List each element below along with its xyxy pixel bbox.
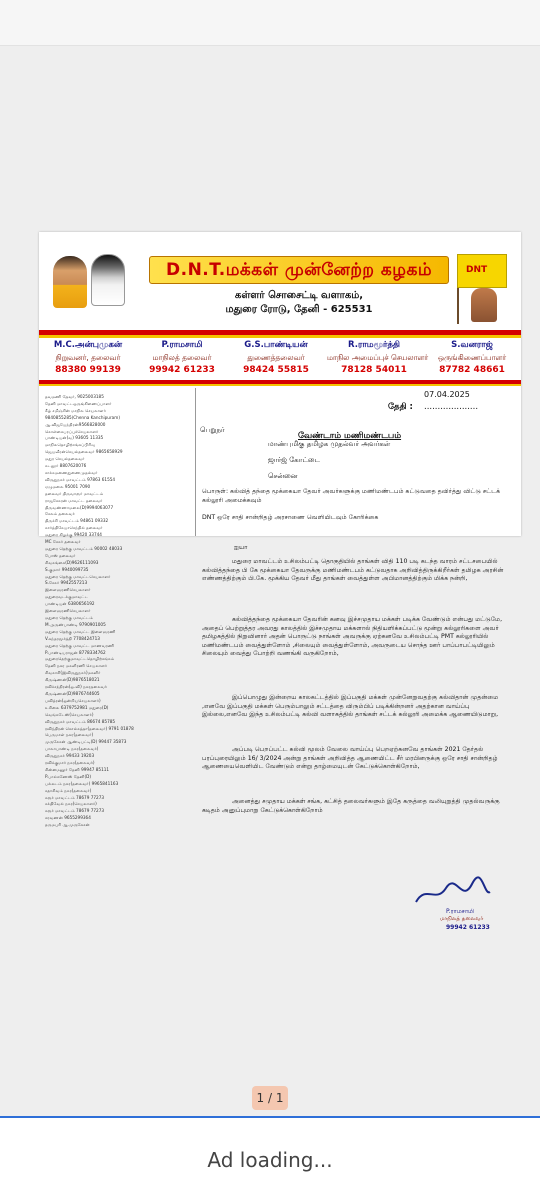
subject-line-2: DNT ஒரே சாதி சான்றிதழ் அரசாணை வெளியிடவும் கோரிக்கை — [202, 514, 379, 521]
office-bearer-entry: சதாசிவம் நகர(தலைவர்) — [45, 787, 92, 793]
office-bearer-entry: சரவணன் 9655299364 — [45, 815, 91, 821]
date-dots: .................... — [424, 402, 479, 412]
officer-phone: 99942 61233 — [149, 365, 215, 375]
officer-name: S.வனராஜ் — [451, 340, 493, 350]
office-bearer-entry: ராஜசேகரன் மாவட்ட தலைவர் — [45, 497, 103, 503]
address-line-2: மதுரை ரோடு, தேனி - 625531 — [225, 304, 373, 315]
office-bearer-entry: M.அருண்பாண்டி 9790901005 — [45, 621, 106, 627]
office-bearer-entry: தேனி மாவட்டஒருங்கிணைப்பாளர் — [45, 400, 112, 406]
officer-role: நிறுவனர், தலைவர் — [55, 353, 121, 362]
officer-name: G.S.பாண்டியன் — [244, 340, 308, 350]
office-bearer-entry: கீழ் சமீஞ்சின் மாநில செயலாளர் — [45, 407, 106, 413]
office-bearer-entry: பவித்ரன்(ஒன்றியசெயலாளர்) — [45, 697, 101, 703]
office-bearer-entry: ரவிக்குமார் நகர(தலைவர்) — [45, 760, 95, 766]
paragraph-5: அனைத்து சமுதாய மக்கள் சங்க, கட்சித் தலைவர்களும் இதே கருத்தை வலியுறுத்தி முதல்வருக்கு கடிதம் அனுப்புமாறு கேட்டுக்கொள்கிறோம் — [202, 798, 500, 814]
letter-subject: வேண்டாம் மணிமண்டபம் — [298, 431, 402, 441]
office-bearer-entry: போஸ் தலைவர் — [45, 552, 76, 558]
officer-name: R.ராமமூர்த்தி — [348, 340, 400, 350]
salutation: ஐயா — [234, 544, 248, 551]
top-bar — [0, 0, 540, 46]
office-bearer-entry: ஆ.விஜயேந்திரன்9566828000 — [45, 421, 106, 427]
office-bearer-entry: பல்லடம் நகர(தலைவர்) 9965841163 — [45, 780, 119, 786]
letter-date: 07.04.2025 — [424, 390, 470, 399]
column-divider — [195, 388, 196, 536]
office-bearer-entry: விருதுநகர் 99433 19203 — [45, 753, 95, 759]
office-bearer-entry: பாண்டியன்(வ) 93605 11335 — [45, 435, 104, 441]
office-bearer-entry: வெங்கடேஸ்(செயலாளர்) — [45, 711, 94, 717]
office-bearer-entry: இளைஞரணிசெயலாளர் — [45, 608, 91, 614]
organization-title: D.N.T.மக்கள் முன்னேற்ற கழகம் — [149, 256, 449, 284]
office-bearer-entry: சேலம் தலைவர் — [45, 511, 75, 517]
office-bearer-entry: P.பால்கணேஸ் தேனி(D) — [45, 773, 91, 779]
office-bearer-entry: ரவிச்சந்திரன்(ஒ.வி) நகரதலைவர் — [45, 684, 107, 690]
officer-phone: 78128 54011 — [341, 365, 407, 375]
office-bearer-entry: முருகேசன் ஆண்டிபட்டி(D) 99447 35873 — [45, 739, 127, 745]
office-bearer-entry: ஏழுமலை 95001 7090 — [45, 483, 91, 489]
office-bearer-entry: பாலாபாண்டி நகர(தலைவர்) — [45, 746, 99, 752]
office-bearer-entry: திருச்சி மாவட்டம் 94861 09332 — [45, 518, 109, 524]
office-bearer-entry: சிவகாசி(இவிருதுநகர்)மகளிர் — [45, 670, 101, 676]
officer-name: P.ராமசாமி — [161, 340, 203, 350]
office-bearer-entry: விருதுநகர் மாவட்டம் 86674 85785 — [45, 718, 116, 724]
office-bearer-entry: தவமணி தேவர், 9025003185 — [45, 394, 104, 399]
office-bearer-entry: MC சேகர் தலைவர் — [45, 539, 81, 545]
paragraph-3: இப்பொழுது இன்றைய காலகட்டத்தில் இப்பகுதி மக்கள் முன்னேறுவதற்கு கல்விதான் முதன்மை ,எனவே இப்பகுதி மக்கள் பெரும்பாலும் சட்டத்தை விரும்பிப் படிக்கின்றனர் அதற்கான வாய்ப்பு இல்லை,எனவே இந்த உசிலம்பட்டி கல்வி வளாகத்தில் தாங்கள் சட்டக் கல்லூரி அமைக்க ஆணையிடுமாறு, — [202, 694, 499, 719]
paragraph-1: மதுரை மாவட்டம் உசிலம்பட்டி தொகுதியில் தாங்கள் விதி 110 படி கடந்த வாரம் சட்டசபையில் கல்வித்தந்தை பி கே மூக்கையா தேவருக்கு மணிமண்டபம் கட்டுவதாக அறிவித்திருக்கிறீர்கள் தமிழக அரசின் எண்ணத்திற்கும் பி.கே. மூக்கிய தேவர் மீது தாங்கள் வைத்துள்ள அபிமானத்திற்கும் மிக்க நன்றி, — [202, 558, 504, 583]
page-counter: 1 / 1 — [252, 1086, 288, 1110]
office-bearer-entry: கடலூர் 8807620076 — [45, 463, 87, 469]
recipient-label: பெறுநர் — [200, 426, 225, 434]
office-bearer-entry: மதுரை கிழக்கு 99420 33744 — [45, 532, 102, 538]
office-bearer-entry: கார்த்திகேயாசெந்தில் தலைவர் — [45, 525, 103, 531]
officer-phone: 87782 48661 — [439, 365, 505, 375]
office-bearer-entry: S.சேகர் 9942557213 — [45, 580, 88, 586]
office-bearer-entry: V.சுந்தரமூர்த்தி 7708424713 — [45, 635, 100, 641]
signatory-name: P.ராமசாமி — [446, 908, 475, 915]
officer-phone: 98424 55815 — [243, 365, 309, 375]
office-bearer-entry: சின்னமனூர் தேனி 99947 85111 — [45, 766, 110, 772]
office-bearer-entry: பாண்டியன் 6380656192 — [45, 601, 95, 607]
office-bearer-entry: 9840855285(Chenna Kanchipuram) — [45, 414, 120, 420]
office-bearer-entry: மதுரைவடக்குமாவட்ட — [45, 594, 89, 600]
signatory-phone: 99942 61233 — [446, 924, 490, 931]
ad-loading-text: Ad loading... — [207, 1148, 333, 1172]
office-bearer-entry: பெருமாள் நகர(தலைவர்) — [45, 732, 94, 738]
office-bearer-entry: கரூர் மாவட்டம் 78679 77273 — [45, 794, 105, 800]
office-bearer-entry: மதுரை தெற்கு மாவட்டம் — [45, 615, 93, 620]
officer-role: ஒருங்கிணைப்பாளர் — [437, 353, 507, 362]
office-bearer-entry: மதுரைதெற்குமாவட்டதொழிற்சங்கம் — [45, 656, 115, 662]
office-bearer-entry: ரவிந்திரன் கொல்கத்தா(தலைவர்) 9791 01878 — [45, 725, 134, 731]
office-bearer-entry: மதுரை தெற்கு மாவட்டசெயலாளர் — [45, 573, 111, 579]
subject-line: பொருள்: கல்வித் தந்தை மூக்கையா தேவர் அவர்களுக்கு மணிமண்டபம் கட்டுவதை தவிர்த்து விட்டு சட்டக் கல்லூரி அமைக்கவும் — [202, 488, 501, 504]
office-bearer-entry: மதுரை தெற்கு மாவட்டம் 90002 48033 — [45, 545, 123, 551]
office-bearer-entry: சிவகங்கை(D)9626111093 — [45, 559, 99, 565]
office-bearer-entry: கிருஷ்ணன்(D)9876518021 — [45, 677, 100, 683]
office-bearer-entry: சக்திவேல் நகர(செயலாளர்) — [45, 801, 97, 807]
office-bearer-entry: சாக்கமணைதுணைமுதல்வர் — [45, 469, 98, 475]
office-bearer-entry: திருவண்ணாமலை(D)9994063077 — [45, 504, 114, 510]
office-bearer-entry: S.குமார் 9940099735 — [45, 566, 89, 572]
office-bearer-entry: விருதுநகர் மாவட்டம் 97863 61554 — [45, 476, 116, 482]
office-bearer-entry: கிருஷ்ணன்(D)9876744605 — [45, 690, 100, 696]
office-bearer-entry: மதுரை தெற்கு மாவட்ட மாணவரணி — [45, 642, 115, 648]
office-bearer-entry: மாநிலதொழிற்சங்கப்பிரிவு — [45, 442, 96, 448]
signatory-role: மாநிலத் தலைவர் — [440, 916, 484, 922]
office-bearers-list — [45, 394, 195, 829]
office-bearer-entry: இளைஞரணிசெயலாளர் — [45, 587, 91, 593]
recipient-line-2: ஜார்ஜ் கோட்டை — [268, 456, 321, 464]
date-label: தேதி : — [388, 402, 413, 412]
officer-role: மாநிலத் தலைவர் — [152, 353, 212, 362]
office-bearer-entry: கரூர் மாவட்டம் 78679 77273 — [45, 808, 105, 814]
office-bearer-entry: மதுர செயல்தலைவர் — [45, 456, 85, 462]
officer-phone: 88380 99139 — [55, 365, 121, 375]
office-bearer-entry: மதுரை தெற்கு மாவட்ட இளைஞரணி — [45, 628, 116, 634]
paragraph-4: அப்படி பெறப்பட்ட கல்வி மூலம் வேலை வாய்ப்பு பெறஏற்கனவே தாங்கள் 2021 தேர்தல் பரப்புரையிலும் 16/ 3/2024 அன்று தாங்கள் அறிவித்த ஆணையிட்ட சீர் மரபினருக்கு ஒரே சாதி சான்றிதழ் ஆணையைவெளியிட வேண்டும் என்று தாழ்மையுடன் கேட்டுக்கொள்கிறோம், — [202, 746, 498, 771]
address-line-1: கள்ளர் சொசைட்டி வளாகம், — [234, 290, 364, 301]
office-bearer-entry: தலைவர் திருவாரூர் மாவட்டம் — [45, 490, 104, 496]
paragraph-2: கல்வித்தந்தை மூக்கையா தேவரின் கனவு இச்சமுதாய மக்கள் படிக்க வேண்டும் என்பது மட்டுமே, அதைப் பெற்றுத்தர அவரது காலத்தில் இச்சமுதாய மக்களால் நிதியளிக்கப்பட்டு மூன்று கல்லூரிகளை அவர் தமிழகத்தில் நிறுவினார் அதன் பொருட்டு நாங்கள் அவருக்கு ஏற்கனவே உசிலம்பட்டி PMT கல்லூரியில் மணிமண்டபம் வைத்துள்ளோம் ,சிலையும் வைத்துள்ளோம், அவருடைய சொந்த ஊர் பாப்பாபட்டியிலும் சிலையும் வைத்து போற்றி வணங்கி வருகிறோம், — [202, 616, 503, 658]
officer-name: M.C.அன்புமுகன் — [53, 340, 123, 350]
office-bearer-entry: கொள்கைபரப்புச்செயலாளர் — [45, 428, 99, 434]
flag-label: DNT — [466, 265, 488, 275]
officer-role: துணைத்தலைவர் — [247, 353, 305, 362]
recipient-line-1: மாண்புமிகு தமிழக முதல்வர் அவர்கள் — [268, 440, 391, 448]
office-bearer-entry: P.பாண்டியராஜன் 8778334762 — [45, 649, 106, 655]
office-bearer-entry: உசிலை 6379752981 மதுரை(D) — [45, 704, 109, 710]
office-bearer-entry: தருமபுரி ஆ.முருகேசன் — [45, 822, 90, 828]
officer-role: மாநில அமைப்புச் செயலாளர் — [327, 353, 429, 362]
recipient-line-3: சென்னை — [268, 472, 298, 480]
office-bearer-entry: தேனி நகர மகளிரணி செயலாளர் — [45, 663, 108, 669]
office-bearer-entry: ஜெயவீரன்செயல்தலைவர் 9865658929 — [45, 449, 123, 455]
